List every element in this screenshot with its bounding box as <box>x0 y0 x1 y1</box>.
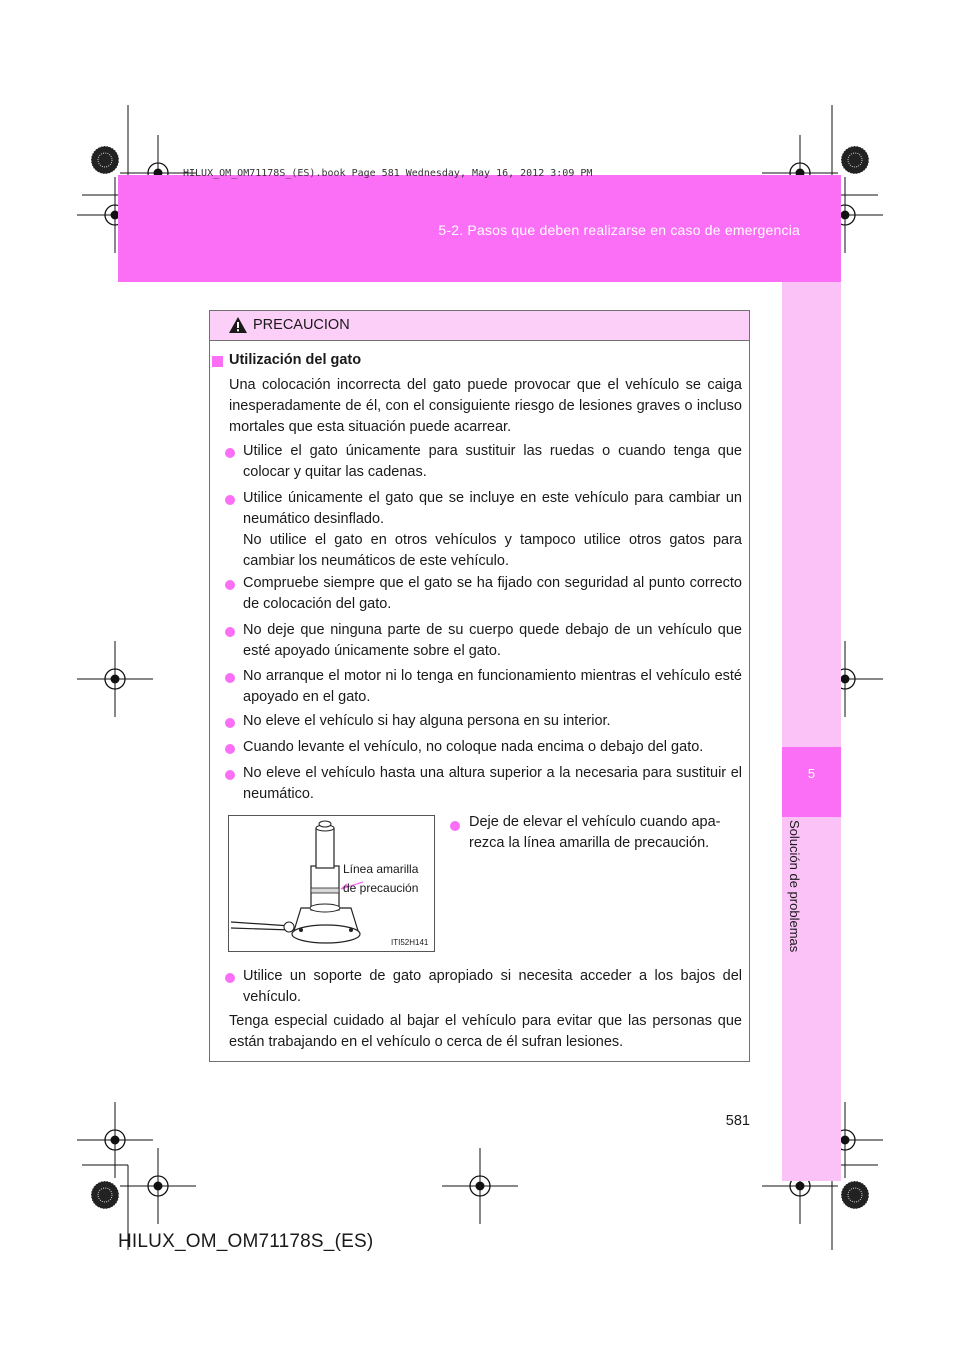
warning-subtitle: Utilización del gato <box>229 352 362 368</box>
warning-title: PRECAUCION <box>253 317 350 333</box>
section-heading: 5-2. Pasos que deben realizarse en caso de emergencia <box>438 222 800 238</box>
bullet-dot-icon <box>225 770 235 780</box>
bullet-item: Compruebe siempre que el gato se ha fijado con seguridad al punto correcto de colocación del gato. <box>243 575 742 612</box>
figure-label <box>343 860 418 898</box>
bullet-dot-icon <box>225 973 235 983</box>
bullet-dot-icon <box>225 718 235 728</box>
closing-text: Tenga especial cuidado al bajar el vehículo para evitar que las personas que están trabajando en el vehículo o cerca de él sufran lesiones. <box>229 1013 742 1050</box>
bullet-dot-icon <box>225 580 235 590</box>
figure-label-line1: Línea amarilla <box>343 862 419 876</box>
bullet-item: No eleve el vehículo si hay alguna persona en su interior. <box>243 713 611 729</box>
warning-intro: Una colocación incorrecta del gato puede provocar que el vehículo se caiga inesperadamente de él, con el consiguiente riesgo de lesiones graves o incluso mortales que esta situación puede acarrear. <box>229 377 742 435</box>
figure-bullet: Deje de elevar el vehículo cuando apa-rezca la línea amarilla de precaución. <box>469 814 721 851</box>
bullet-item: Utilice el gato únicamente para sustituir las ruedas o cuando tenga que colocar y quitar las cadenas. <box>243 443 742 480</box>
bullet-item: Utilice únicamente el gato que se incluye en este vehículo para cambiar un neumático desinflado. <box>243 490 742 527</box>
chapter-number: 5 <box>807 766 816 781</box>
book-stamp: HILUX_OM_OM71178S_(ES).book Page 581 Wednesday, May 16, 2012 3:09 PM <box>183 168 593 179</box>
bullet-dot-icon <box>450 821 460 831</box>
bullet-dot-icon <box>225 627 235 637</box>
square-bullet-icon <box>212 356 223 367</box>
bullet-dot-icon <box>225 673 235 683</box>
bullet-item: No eleve el vehículo hasta una altura superior a la necesaria para sustituir el neumático. <box>243 765 742 802</box>
bullet-dot-icon <box>225 744 235 754</box>
bullet-item: Utilice un soporte de gato apropiado si necesita acceder a los bajos del vehículo. <box>243 968 742 1005</box>
bullet-dot-icon <box>225 448 235 458</box>
figure-label-line2: de precaución <box>343 881 419 895</box>
figure-code: ITI52H141 <box>391 938 429 947</box>
chapter-title-vertical <box>782 820 806 980</box>
warning-triangle-icon <box>228 316 248 334</box>
footer-doc-id: HILUX_OM_OM71178S_(ES) <box>118 1231 374 1252</box>
chapter-side-tab <box>782 282 841 1181</box>
chapter-number-tab <box>782 747 841 817</box>
bullet-dot-icon <box>225 495 235 505</box>
bullet-item: No arranque el motor ni lo tenga en funcionamiento mientras el vehículo esté apoyado en el gato. <box>243 668 742 705</box>
chapter-title: Solución de problemas <box>787 820 802 953</box>
bullet-item-continuation: No utilice el gato en otros vehículos y tampoco utilice otros gatos para cambiar los neumáticos de este vehículo. <box>243 532 742 569</box>
page-number: 581 <box>725 1113 750 1129</box>
bullet-item: Cuando levante el vehículo, no coloque nada encima o debajo del gato. <box>243 739 704 755</box>
bullet-item: No deje que ninguna parte de su cuerpo quede debajo de un vehículo que esté apoyado únicamente sobre el gato. <box>243 622 742 659</box>
